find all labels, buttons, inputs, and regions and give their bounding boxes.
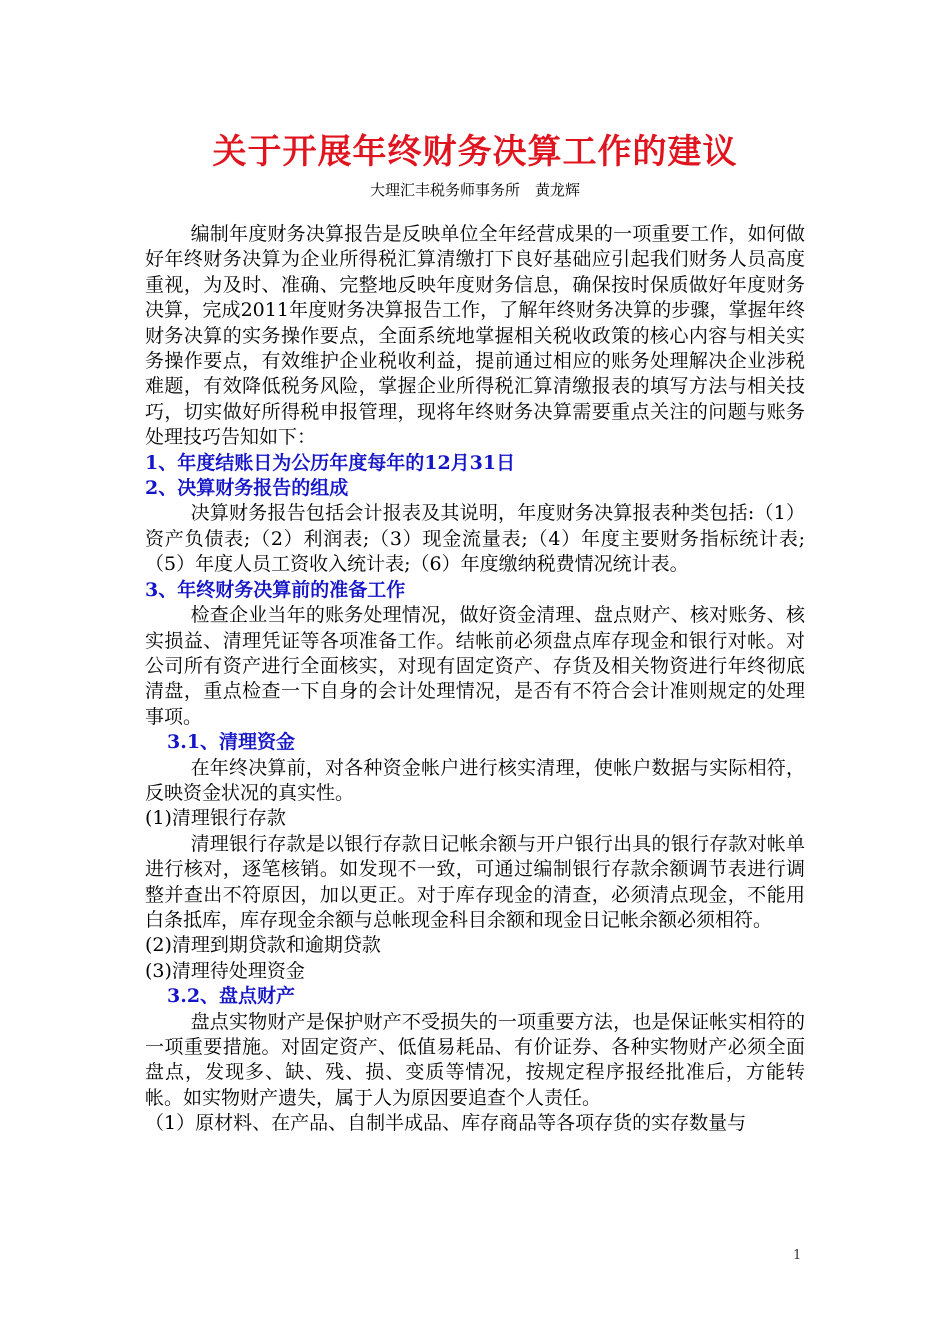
author-line: 大理汇丰税务师事务所 黄龙辉 — [369, 181, 580, 199]
section-3-1-item-1-paragraph: 清理银行存款是以银行存款日记帐余额与开户银行出具的银行存款对帐单进行核对，逐笔核销。如发现不一致，可通过编制银行存款余额调节表进行调整并查出不符原因，加以更正。对于库存现金的清查，必须清点现金，不能用白条抵库，库存现金余额与总帐现金科目余额和现金日记帐余额必须相符。 — [145, 832, 805, 931]
section-3-1-paragraph: 在年终决算前，对各种资金帐户进行核实清理，使帐户数据与实际相符，反映资金状况的真实性。 — [145, 756, 805, 804]
section-3-2-heading: 3.2、盘点财产 — [167, 985, 296, 1008]
section-3-1-item-2: (2)清理到期贷款和逾期贷款 — [145, 934, 381, 957]
section-3-1-item-1: (1)清理银行存款 — [145, 807, 286, 830]
section-3-paragraph: 检查企业当年的账务处理情况，做好资金清理、盘点财产、核对账务、核实损益、清理凭证等各项准备工作。结帐前必须盘点库存现金和银行对帐。对公司所有资产进行全面核实，对现有固定资产、存货及相关物资进行年终彻底清盘，重点检查一下自身的会计处理情况，是否有不符合会计准则规定的处理事项。 — [145, 604, 805, 728]
section-3-2-paragraph: 盘点实物财产是保护财产不受损失的一项重要方法，也是保证帐实相符的一项重要措施。对固定资产、低值易耗品、有价证券、各种实物财产必须全面盘点，发现多、缺、残、损、变质等情况，按规定程序报经批准后，方能转帐。如实物财产遗失，属于人为原因要追查个人责任。 — [145, 1010, 805, 1109]
section-3-heading: 3、年终财务决算前的准备工作 — [145, 578, 406, 601]
section-3-2-item-1: （1）原材料、在产品、自制半成品、库存商品等各项存货的实存数量与 — [145, 1112, 747, 1135]
document-title: 关于开展年终财务决算工作的建议 — [212, 132, 738, 172]
section-2-heading: 2、决算财务报告的组成 — [145, 477, 349, 500]
intro-paragraph: 编制年度财务决算报告是反映单位全年经营成果的一项重要工作，如何做好年终财务决算为企业所得税汇算清缴打下良好基础应引起我们财务人员高度重视，为及时、准确、完整地反映年度财务信息，确保按时保质做好年度财务决算，完成2011年度财务决算报告工作，了解年终财务决算的步骤，掌握年终财务决算的实务操作要点，全面系统地掌握相关税收政策的核心内容与相关实务操作要点，有效维护企业税收利益，提前通过相应的账务处理解决企业涉税难题，有效降低税务风险，掌握企业所得税汇算清缴报表的填写方法与相关技巧，切实做好所得税申报管理，现将年终财务决算需要重点关注的问题与账务处理技巧告知如下： — [145, 223, 805, 449]
section-3-1-item-3: (3)清理待处理资金 — [145, 959, 305, 982]
section-3-1-heading: 3.1、清理资金 — [167, 731, 296, 754]
page-number: 1 — [793, 1248, 802, 1263]
section-2-paragraph: 决算财务报告包括会计报表及其说明，年度财务决算报表种类包括:（1）资产负债表;（2）利润表;（3）现金流量表;（4）年度主要财务指标统计表;（5）年度人员工资收入统计表;（6）年度缴纳税费情况统计表。 — [145, 502, 805, 576]
document-body — [145, 222, 805, 1137]
section-1-heading: 1、年度结账日为公历年度每年的12月31日 — [145, 451, 516, 474]
